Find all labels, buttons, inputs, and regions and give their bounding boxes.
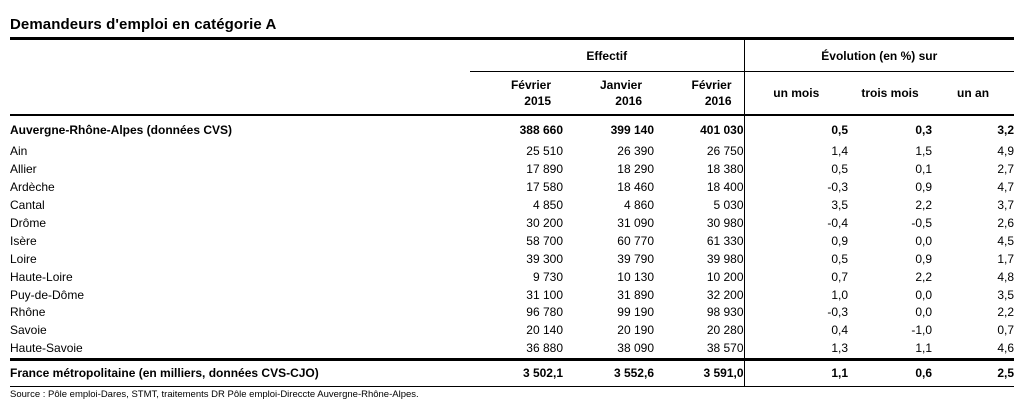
region-label: Auvergne-Rhône-Alpes (données CVS) [10, 122, 233, 137]
cell-feb2016: 20 280 [706, 323, 744, 338]
cell-an: 4,9 [997, 144, 1015, 159]
department-label: Puy-de-Dôme [10, 287, 85, 302]
cell-jan2016: 31 890 [617, 287, 654, 302]
cell-trois-mois: 2,2 [915, 198, 933, 213]
cell-an: 3,7 [997, 198, 1015, 213]
cell-feb2016: 401 030 [700, 122, 744, 137]
cell-mois: 1,4 [744, 143, 848, 161]
department-label: Isère [10, 233, 37, 248]
header-feb2016: Février 2016 [691, 78, 732, 108]
cell-feb2015: 31 100 [526, 287, 563, 302]
cell-feb2015: 3 502,1 [470, 359, 563, 386]
cell-an: 4,7 [997, 180, 1015, 195]
cell-trois-mois: 0,1 [915, 162, 933, 177]
region-row [10, 115, 1014, 143]
cell-trois-mois: 0,3 [915, 122, 933, 137]
cell-feb2016: 18 400 [706, 180, 744, 195]
table-row [10, 215, 1014, 233]
cell-trois-mois: -1,0 [911, 323, 933, 338]
header-blank-2 [10, 72, 470, 116]
cell-jan2016: 3 552,6 [563, 359, 654, 386]
department-label: Haute-Loire [10, 269, 73, 284]
department-label: Ardèche [10, 180, 55, 195]
cell-feb2016: 30 980 [706, 216, 744, 230]
table-row [10, 268, 1014, 286]
department-label: Savoie [10, 323, 47, 338]
cell-an: 2,6 [997, 216, 1015, 230]
cell-trois-mois: 1,5 [915, 144, 933, 159]
cell-mois: 3,5 [744, 197, 848, 215]
cell-feb2015: 30 200 [526, 216, 563, 230]
department-label: Rhône [10, 305, 46, 320]
cell-feb2016: 61 330 [706, 233, 744, 248]
cell-jan2016: 18 290 [617, 162, 654, 177]
cell-mois: 0,5 [744, 250, 848, 268]
cell-feb2016: 32 200 [706, 287, 744, 302]
table-row [10, 286, 1014, 304]
cell-an: 4,8 [997, 269, 1015, 284]
table-row [10, 340, 1014, 359]
cell-an: 2,7 [997, 162, 1015, 177]
cell-feb2015: 58 700 [526, 233, 563, 248]
cell-trois-mois: 0,9 [915, 180, 933, 195]
cell-jan2016: 20 190 [617, 323, 654, 338]
cell-mois: 0,5 [744, 161, 848, 179]
cell-feb2015: 25 510 [526, 144, 563, 159]
cell-feb2016: 5 030 [713, 198, 744, 213]
cell-feb2015: 388 660 [519, 122, 563, 137]
header-un-mois: un mois [744, 72, 848, 116]
cell-jan2016: 26 390 [617, 144, 654, 159]
cell-feb2015: 17 890 [526, 162, 563, 177]
france-row [10, 359, 1014, 386]
header-jan2016: Janvier 2016 [599, 78, 642, 108]
cell-mois: 0,9 [744, 232, 848, 250]
cell-feb2016: 18 380 [706, 162, 744, 177]
cell-an: 1,7 [997, 251, 1015, 266]
cell-mois: 1,3 [744, 340, 848, 359]
cell-feb2016: 26 750 [706, 144, 744, 159]
cell-an: 4,5 [997, 233, 1015, 248]
header-evolution: Évolution (en %) sur [744, 39, 1014, 72]
france-label: France métropolitaine (en milliers, données CVS-CJO) [10, 359, 470, 386]
table-row [10, 179, 1014, 197]
cell-trois-mois: 0,6 [848, 359, 932, 386]
cell-feb2016: 39 980 [706, 251, 744, 266]
table-row [10, 304, 1014, 322]
cell-trois-mois: 0,0 [915, 287, 933, 302]
cell-mois: 1,0 [744, 286, 848, 304]
department-label: Allier [10, 162, 37, 177]
cell-jan2016: 399 140 [610, 122, 654, 137]
cell-feb2016: 3 591,0 [654, 359, 744, 386]
department-label: Loire [10, 251, 37, 266]
cell-feb2015: 9 730 [532, 269, 563, 284]
cell-feb2015: 17 580 [526, 180, 563, 195]
header-trois-mois: trois mois [861, 86, 919, 100]
department-rows [10, 143, 1014, 359]
cell-an: 3,5 [997, 287, 1015, 302]
department-label: Drôme [10, 216, 47, 230]
table-row [10, 143, 1014, 161]
cell-feb2016: 10 200 [706, 269, 744, 284]
source-note: Source : Pôle emploi-Dares, STMT, traitements DR Pôle emploi-Direccte Auvergne-Rhône-Alpes. [10, 389, 419, 400]
cell-jan2016: 10 130 [617, 269, 654, 284]
department-label: Cantal [10, 198, 45, 213]
cell-jan2016: 4 860 [623, 198, 654, 213]
cell-trois-mois: -0,5 [911, 216, 933, 230]
cell-trois-mois: 2,2 [915, 269, 933, 284]
cell-mois: 0,5 [744, 115, 848, 143]
cell-jan2016: 60 770 [617, 233, 654, 248]
cell-an: 3,2 [997, 122, 1015, 137]
cell-feb2015: 96 780 [526, 305, 563, 320]
cell-an: 2,2 [997, 305, 1015, 320]
cell-feb2016: 38 570 [706, 341, 744, 356]
header-columns-row [10, 72, 1014, 116]
header-group-row [10, 39, 1014, 72]
cell-mois: 0,4 [744, 322, 848, 340]
cell-mois: -0,3 [744, 179, 848, 197]
table-row [10, 161, 1014, 179]
table-row [10, 232, 1014, 250]
table-title: Demandeurs d'emploi en catégorie A [10, 16, 277, 33]
cell-jan2016: 18 460 [617, 180, 654, 195]
cell-jan2016: 31 090 [617, 216, 654, 230]
cell-feb2016: 98 930 [706, 305, 744, 320]
cell-trois-mois: 1,1 [915, 341, 933, 356]
cell-mois: -0,4 [744, 215, 848, 233]
cell-an: 0,7 [997, 323, 1015, 338]
cell-feb2015: 20 140 [526, 323, 563, 338]
cell-trois-mois: 0,0 [915, 305, 933, 320]
cell-trois-mois: 0,9 [915, 251, 933, 266]
header-un-an: un an [957, 86, 990, 100]
cell-feb2015: 36 880 [526, 341, 563, 356]
cell-jan2016: 39 790 [617, 251, 654, 266]
data-table [10, 37, 1014, 387]
cell-mois: -0,3 [744, 304, 848, 322]
cell-feb2015: 39 300 [526, 251, 563, 266]
department-label: Haute-Savoie [10, 341, 83, 356]
cell-feb2015: 4 850 [532, 198, 563, 213]
table-row [10, 322, 1014, 340]
cell-jan2016: 99 190 [617, 305, 654, 320]
cell-mois: 0,7 [744, 268, 848, 286]
department-label: Ain [10, 144, 28, 159]
cell-an: 4,6 [997, 341, 1015, 356]
header-blank [10, 39, 470, 72]
cell-mois: 1,1 [744, 359, 848, 386]
header-effectif: Effectif [470, 39, 744, 72]
header-feb2015: Février 2015 [510, 78, 551, 108]
table-row [10, 250, 1014, 268]
cell-trois-mois: 0,0 [915, 233, 933, 248]
table-row [10, 197, 1014, 215]
cell-an: 2,5 [932, 359, 1014, 386]
cell-jan2016: 38 090 [617, 341, 654, 356]
